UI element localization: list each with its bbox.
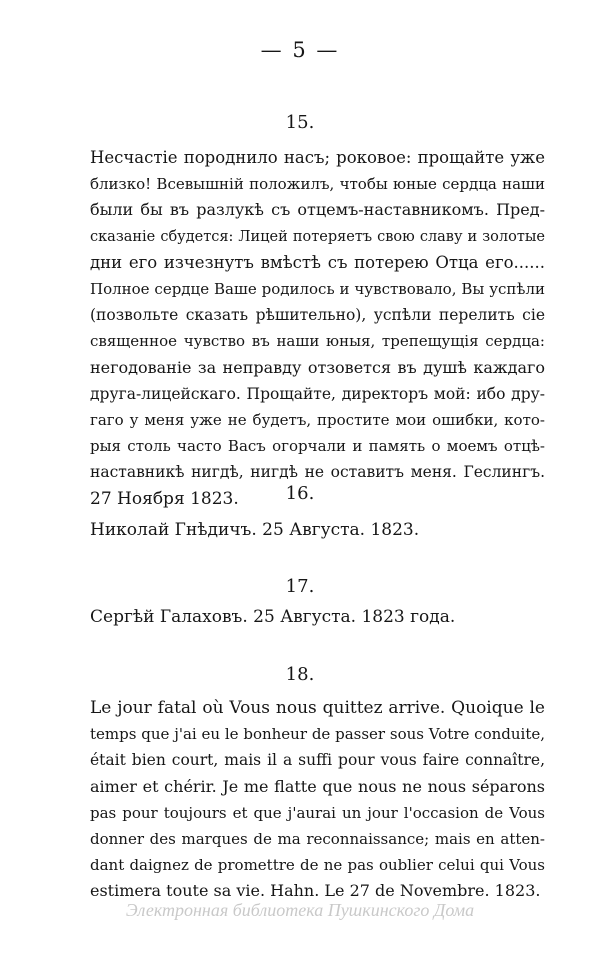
section-18-text (90, 695, 545, 905)
text-line: друга-лицейскаго. Прощайте, директоръ мой: ибо дру- (90, 384, 545, 403)
text-line: сказаніе сбудется: Лицей потеряетъ свою славу и золотые (90, 228, 545, 245)
text-line: наставникѣ нигдѣ, нигдѣ не оставитъ меня. Геслингъ. (90, 463, 545, 482)
text-line: Полное сердце Ваше родилось и чувствовало, Вы успѣли (90, 280, 545, 299)
text-line: близко! Всевышній положилъ, чтобы юные сердца наши (90, 175, 545, 194)
text-line: temps que j'ai eu le bonheur de passer sous Votre conduite, (90, 725, 545, 744)
section-number-17: 17. (285, 576, 315, 597)
section-16-text: Николай Гнѣдичъ. 25 Августа. 1823. (90, 520, 420, 540)
text-line: Несчастіе породнило насъ; роковое: прощайте уже (90, 148, 545, 167)
text-line: гаго у меня уже не будетъ, простите мои ошибки, кото- (90, 411, 545, 430)
text-line: негодованіе за неправду отзовется въ душѣ каждаго (90, 357, 545, 377)
section-number-18: 18. (285, 664, 315, 685)
section-number-15: 15. (285, 112, 315, 133)
text-line: священное чувство въ наши юныя, трепещущія сердца: (90, 332, 545, 351)
text-line: dant daignez de promettre de ne pas oublier celui qui Vous (90, 856, 545, 875)
text-line: дни его изчезнутъ вмѣстѣ съ потерею Отца его...... (90, 252, 545, 272)
section-17-text: Сергѣй Галаховъ. 25 Августа. 1823 года. (90, 607, 456, 627)
text-line: Le jour fatal où Vous nous quittez arrive. Quoique le (90, 698, 545, 718)
text-line: pas pour toujours et que j'aurai un jour l'occasion de Vous (90, 803, 545, 822)
text-line: estimera toute sa vie. Hahn. Le 27 de Novembre. 1823. (90, 881, 541, 901)
section-15-text (90, 145, 545, 512)
text-line: 27 Ноября 1823. (90, 488, 239, 509)
text-line: aimer et chérir. Je me flatte que nous ne nous séparons (90, 776, 545, 796)
section-number-16: 16. (285, 483, 315, 504)
text-line: (позвольте сказать рѣшительно), успѣли перелить сіе (90, 306, 545, 325)
text-line: были бы въ разлукѣ съ отцемъ-наставникомъ. Пред- (90, 200, 545, 220)
library-watermark: Электронная библиотека Пушкинского Дома (125, 900, 475, 920)
page-number: — 5 — (260, 38, 340, 62)
text-line: était bien court, mais il a suffi pour vous faire connaître, (90, 751, 545, 770)
text-line: рыя столь часто Васъ огорчали и память о моемъ отцѣ- (90, 437, 545, 456)
text-line: donner des marques de ma reconnaissance; mais en atten- (90, 830, 545, 849)
